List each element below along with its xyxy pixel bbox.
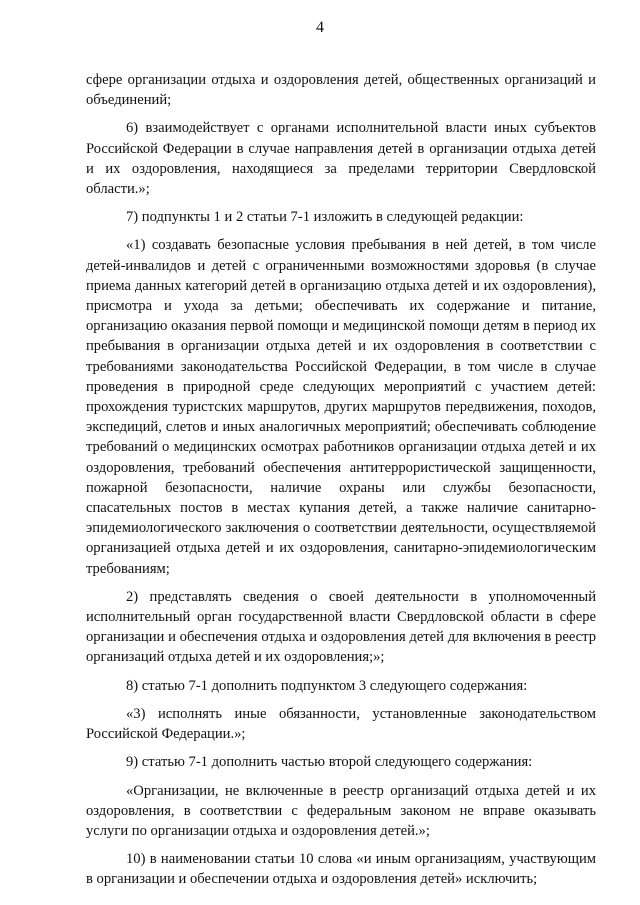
paragraph-subitem-3: «3) исполнять иные обязанности, установленные законодательством Российской Федерации.»; [86, 705, 596, 743]
paragraph-quote-organizations: «Организации, не включенные в реестр организаций отдыха детей и их оздоровления, в соответствии с федеральным законом не вправе оказывать услуги по организации отдыха и оздоровления детей.»; [86, 782, 596, 839]
paragraph-item-7: 7) подпункты 1 и 2 статьи 7-1 изложить в следующей редакции: [126, 209, 524, 226]
paragraph-subitem-1: «1) создавать безопасные условия пребывания в ней детей, в том числе детей-инвалидов и детей с ограниченными возможностями здоровья (в случае приема данных категорий детей в организацию отдыха детей и их оздоровления), присмотра и ухода за детьми; обеспечивать их содержание и питание, организацию оказания первой помощи и медицинской помощи детям в период их пребывания в организации отдыха детей и их оздоровления в соответствии с требованиями законодательства Российской Федерации, в том числе в случае проведения в природной среде следующих мероприятий с участием детей: прохождения туристских маршрутов, других маршрутов передвижения, походов, экспедиций, слетов и иных аналогичных мероприятий; обеспечивать соблюдение требований о медицинских осмотрах работников организации отдыха детей и их оздоровления, требований обеспечения антитеррористической защищенности, пожарной безопасности, наличие охраны или службы безопасности, спасательных постов в местах купания детей, а также наличие санитарно-эпидемиологического заключения о соответствии деятельности, осуществляемой организацией отдыха детей и их оздоровления, санитарно-эпидемиологическим требованиям; [86, 237, 596, 577]
page-number: 4 [316, 19, 324, 36]
paragraph-item-8: 8) статью 7-1 дополнить подпунктом 3 следующего содержания: [126, 677, 528, 694]
paragraph-item-10: 10) в наименовании статьи 10 слова «и иным организациям, участвующим в организации и обеспечении отдыха и оздоровления детей» исключить; [86, 851, 596, 888]
paragraph-subitem-2: 2) представлять сведения о своей деятельности в уполномоченный исполнительный орган государственной власти Свердловской области в сфере организации и обеспечения отдыха и оздоровления детей для включения в реестр организаций отдыха детей и их оздоровления;»; [86, 588, 596, 666]
paragraph-item-6: 6) взаимодействует с органами исполнительной власти иных субъектов Российской Федерации в случае направления детей в организации отдыха детей и их оздоровления, находящиеся за пределами территории Свердловской области.»; [86, 120, 596, 198]
paragraph-item-9: 9) статью 7-1 дополнить частью второй следующего содержания: [126, 754, 533, 771]
document-body [86, 70, 596, 898]
paragraph-continuation: сфере организации отдыха и оздоровления детей, общественных организаций и объединений; [86, 72, 596, 109]
